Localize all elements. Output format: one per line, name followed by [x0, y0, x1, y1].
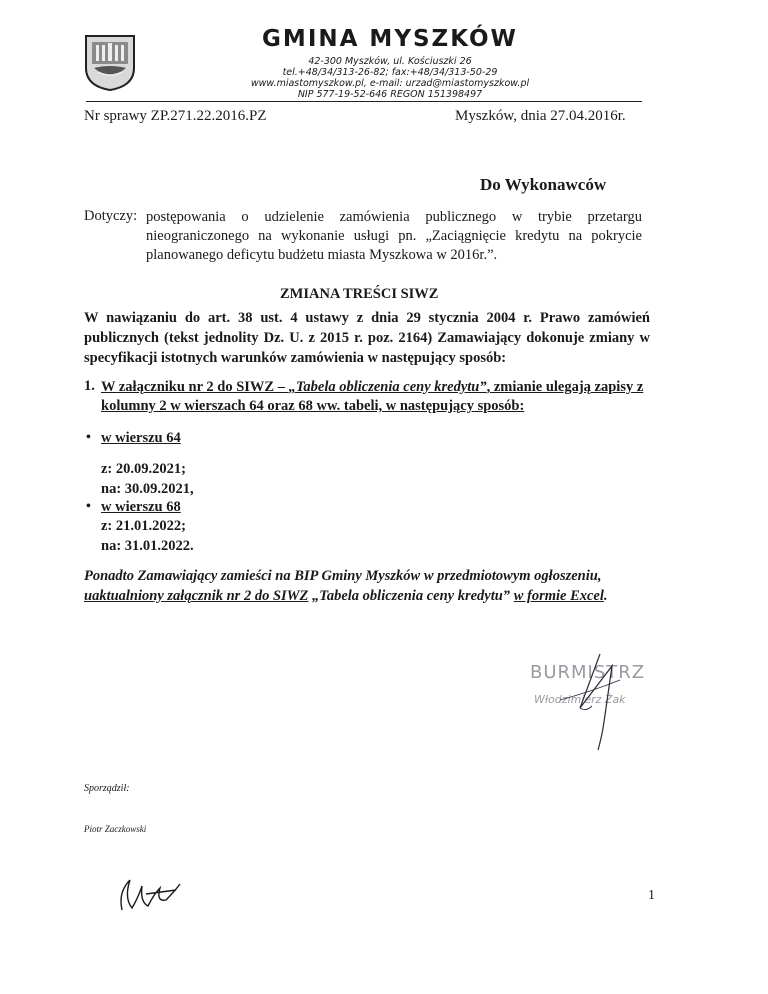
organization-web-email: www.miastomyszkow.pl, e-mail: urzad@miastomyszkow.pl — [250, 78, 530, 89]
stamp-name: Włodzimierz Żak — [534, 693, 626, 706]
list-bullet: • — [86, 499, 91, 514]
letterhead-divider — [86, 101, 642, 102]
prepared-by-name: Piotr Zaczkowski — [84, 824, 147, 834]
intro-paragraph: W nawiązaniu do art. 38 ust. 4 ustawy z dnia 29 stycznia 2004 r. Prawo zamówień publicznych (tekst jednolity Dz. U. z 2015 r. poz. 2164) Zamawiający dokonuje zmiany w specyfikacji istotnych warunków zamówienia w następujący sposób: — [84, 310, 650, 366]
prepared-by-label: Sporządził: — [84, 783, 130, 794]
organization-name: GMINA MYSZKÓW — [262, 26, 518, 52]
stamp-title: BURMISTRZ — [530, 662, 646, 683]
row-64-from-value: z: 20.09.2021; — [101, 461, 186, 477]
row-label-68: w wierszu 68 — [101, 499, 181, 515]
coat-of-arms-icon — [84, 34, 136, 92]
change-title: ZMIANA TREŚCI SIWZ — [280, 286, 439, 302]
closing-note-line1: Ponadto Zamawiający zamieści na BIP Gminy Myszków w przedmiotowym ogłoszeniu, — [84, 568, 602, 584]
table-title-reference: „Tabela obliczenia ceny kredytu” — [308, 588, 514, 604]
point-text — [101, 378, 653, 416]
addressee-heading: Do Wykonawców — [480, 175, 607, 194]
row-68-from-value: z: 21.01.2022; — [101, 518, 186, 534]
point-text-part1: W załączniku nr 2 do SIWZ – — [101, 379, 289, 395]
regarding-label: Dotyczy: — [84, 208, 138, 224]
row-68-to-value: na: 31.01.2022. — [101, 538, 194, 554]
point-number: 1. — [84, 378, 95, 394]
point-text-italic: „Tabela obliczenia ceny kredytu” — [288, 379, 487, 395]
handwritten-initials — [116, 872, 186, 916]
organization-nip-regon: NIP 577-19-52-646 REGON 151398497 — [297, 89, 483, 100]
closing-note — [84, 566, 654, 606]
regarding-text: postępowania o udzielenie zamówienia publicznego w trybie przetargu nieograniczonego na wykonanie usługi pn. „Zaciągnięcie kredytu na pokrycie planowanego deficytu budżetu miasta Myszkowa w 2016r.”. — [146, 209, 642, 263]
place-and-date: Myszków, dnia 27.04.2016r. — [455, 108, 626, 124]
point-text-part2: , zmianie ulegają zapisy z kolumny 2 w wierszach 64 oraz 68 ww. tabeli, w następujący sposób: — [101, 379, 644, 414]
page-number: 1 — [648, 888, 655, 903]
case-number: Nr sprawy ZP.271.22.2016.PZ — [84, 108, 267, 124]
row-64-to-value: na: 30.09.2021, — [101, 481, 194, 497]
signature — [520, 650, 660, 760]
format-reference: w formie Excel — [513, 588, 604, 604]
organization-address: 42-300 Myszków, ul. Kościuszki 26 — [308, 56, 472, 67]
closing-note-line2: uaktualniony załącznik nr 2 do SIWZ „Tabela obliczenia ceny kredytu” w formie Excel. — [84, 588, 608, 604]
organization-phone-fax: tel.+48/34/313-26-82; fax:+48/34/313-50-29 — [282, 67, 498, 78]
attachment-reference: uaktualniony załącznik nr 2 do SIWZ — [84, 588, 309, 604]
row-label-64: w wierszu 64 — [101, 430, 181, 446]
list-bullet: • — [86, 430, 91, 445]
